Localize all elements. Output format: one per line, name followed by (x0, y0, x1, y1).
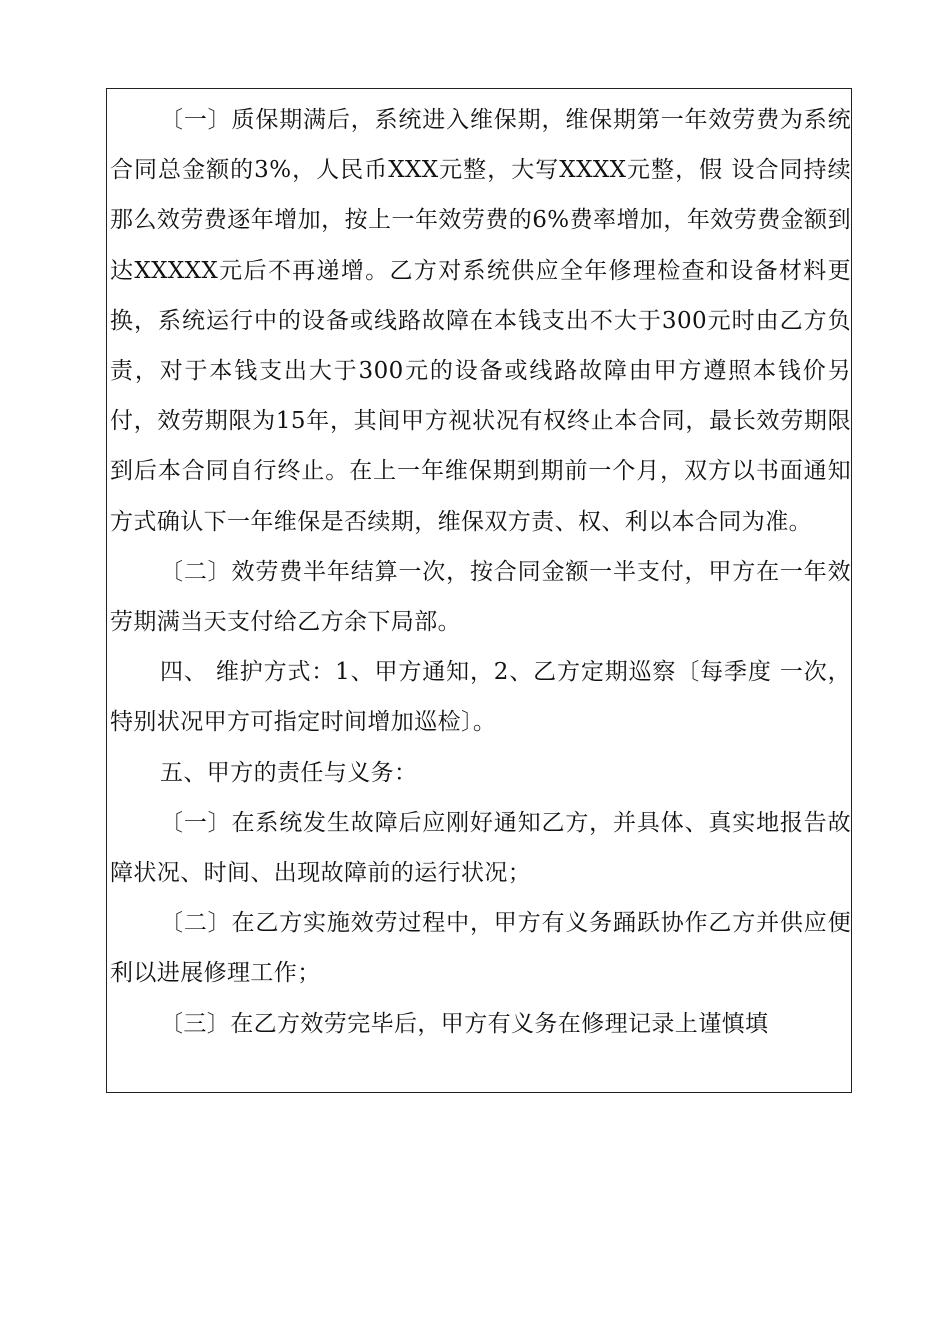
paragraph-payment-schedule: 〔二〕效劳费半年结算一次，按合同金额一半支付，甲方在一年效劳期满当天支付给乙方余下局部。 (110, 558, 851, 636)
paragraph-maintenance-method: 四、 维护方式：1、甲方通知，2、乙方定期巡察〔每季度 一次，特别状况甲方可指定时间增加巡检〕。 (110, 659, 851, 736)
paragraph-maintenance-fee: 〔一〕质保期满后，系统进入维保期，维保期第一年效劳费为系统合同总金额的3%，人民币XXX元整，大写XXXX元整，假 设合同持续那么效劳费逐年增加，按上一年效劳费的6%费率增加，年效劳费金额到达XXXXX元后不再递增。乙方对系统供应全年修理检查和设备材料更换，系统运行中的设备或线路故障在本钱支出不大于300元时由乙方负责，对于本钱支出大于300元的设备或线路故障由甲方遵照本钱价另付，效劳期限为15年，其间甲方视状况有权终止本合同，最长效劳期限到后本合同自行终止。在上一年维保期到期前一个月，双方以书面通知方式确认下一年维保是否续期，维保双方责、权、利以本合同为准。 (110, 107, 851, 535)
heading-party-a-duties: 五、甲方的责任与义务： (160, 759, 418, 786)
contract-text-frame (106, 88, 852, 1093)
paragraph-duty-3: 〔三〕在乙方效劳完毕后，甲方有义务在修理记录上谨慎填 (160, 1010, 769, 1037)
paragraph-duty-1: 〔一〕在系统发生故障后应刚好通知乙方，并具体、真实地报告故障状况、时间、出现故障前的运行状况； (110, 809, 851, 887)
paragraph-duty-2: 〔二〕在乙方实施效劳过程中，甲方有义务踊跃协作乙方并供应便利以进展修理工作； (110, 910, 851, 987)
